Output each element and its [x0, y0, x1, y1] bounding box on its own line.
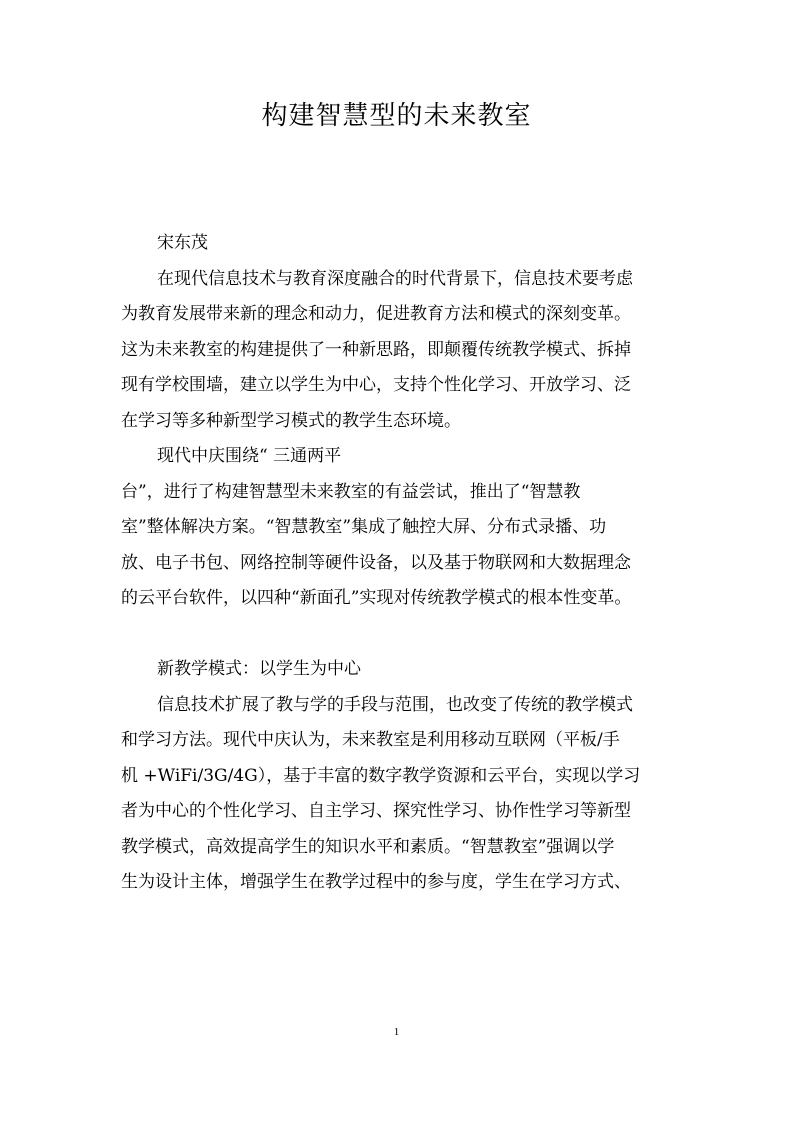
- paragraph-line: 室”整体解决方案。“智慧教室”集成了触控大屏、分布式录播、功: [121, 517, 607, 537]
- paragraph-line: 者为中心的个性化学习、自主学习、探究性学习、协作性学习等新型: [121, 801, 631, 821]
- paragraph-line: 机 +WiFi/3G/4G），基于丰富的数字教学资源和云平台，实现以学习: [121, 765, 641, 786]
- paragraph-line: 台”，进行了构建智慧型未来教室的有益尝试，推出了“智慧教: [121, 481, 581, 502]
- paragraph-line: 和学习方法。现代中庆认为，未来教室是利用移动互联网（平板/手: [121, 730, 620, 750]
- document-title: 构建智慧型的未来教室: [261, 101, 532, 131]
- paragraph-line: 放、电子书包、网络控制等硬件设备，以及基于物联网和大数据理念: [121, 552, 631, 573]
- paragraph-line: 的云平台软件，以四种“新面孔”实现对传统教学模式的根本性变革。: [121, 588, 632, 608]
- paragraph-line: 在现代信息技术与教育深度融合的时代背景下，信息技术要考虑: [157, 268, 633, 289]
- paragraph-line: 为教育发展带来新的理念和动力，促进教育方法和模式的深刻变革。: [121, 304, 631, 324]
- paragraph-line: 这为未来教室的构建提供了一种新思路，即颠覆传统教学模式、拆掉: [121, 339, 631, 360]
- paragraph-line: 现代中庆围绕“ 三通两平: [157, 446, 342, 466]
- author-line: 宋东茂: [157, 233, 208, 253]
- paragraph-line: 生为设计主体，增强学生在教学过程中的参与度，学生在学习方式、: [121, 872, 631, 892]
- paragraph-line: 教学模式，高效提高学生的知识水平和素质。“智慧教室”强调以学: [121, 836, 615, 857]
- blank-line: [121, 617, 674, 653]
- page-number: 1: [393, 1026, 400, 1038]
- paragraph-line: 在学习等多种新型学习模式的教学生态环境。: [121, 410, 461, 431]
- paragraph-line: 现有学校围墙，建立以学生为中心，支持个性化学习、开放学习、泛: [121, 375, 631, 395]
- paragraph-line: 信息技术扩展了教与学的手段与范围，也改变了传统的教学模式: [157, 694, 633, 715]
- section-heading: 新教学模式：以学生为中心: [157, 659, 361, 679]
- document-body: [121, 226, 674, 901]
